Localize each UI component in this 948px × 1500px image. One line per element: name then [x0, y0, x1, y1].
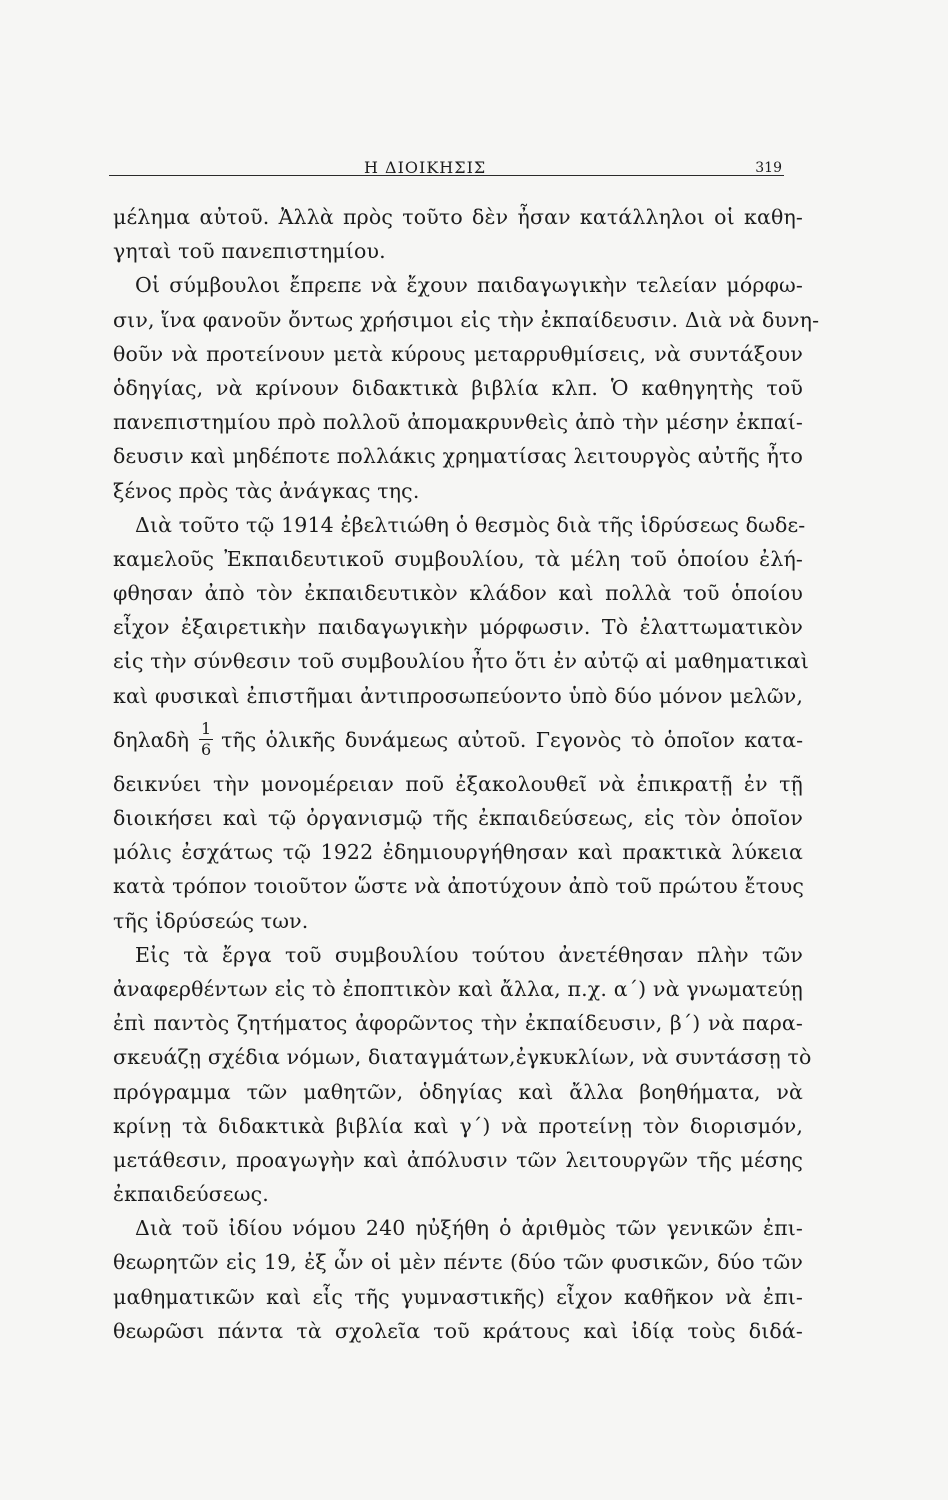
fraction-line-after: τῆς ὁλικῆς δυνάμεως αὐτοῦ. Γεγονὸς τὸ ὁποῖον κατα- — [221, 727, 803, 752]
text-line: θεωρῶσι πάντα τὰ σχολεῖα τοῦ κράτους καὶ ἰδίᾳ τοὺς διδά- — [113, 1318, 803, 1343]
text-line: ἐπὶ παντὸς ζητήματος ἀφορῶντος τὴν ἐκπαίδευσιν, β΄) νὰ παρα- — [113, 1011, 803, 1036]
text-line: ξένος πρὸς τὰς ἀνάγκας της. — [113, 478, 420, 503]
running-title: Η ΔΙΟΙΚΗΣΙΣ — [364, 158, 487, 177]
text-line: ὁδηγίας, νὰ κρίνουν διδακτικὰ βιβλία κλπ. Ὁ καθηγητὴς τοῦ — [113, 375, 803, 400]
text-line: πανεπιστημίου πρὸ πολλοῦ ἀπομακρυνθεὶς ἀπὸ τὴν μέσην ἐκπαί- — [113, 410, 803, 435]
text-line: θεωρητῶν εἰς 19, ἐξ ὧν οἱ μὲν πέντε (δύο τῶν φυσικῶν, δύο τῶν — [113, 1250, 803, 1275]
page-number: 319 — [755, 160, 782, 176]
fraction-denominator: 6 — [201, 740, 212, 760]
fraction-line — [113, 713, 803, 767]
text-line: καμελοῦς Ἐκπαιδευτικοῦ συμβουλίου, τὰ μέλη τοῦ ὁποίου ἐλή- — [113, 546, 803, 571]
text-line: Οἱ σύμβουλοι ἔπρεπε νὰ ἔχουν παιδαγωγικὴν τελείαν μόρφω- — [135, 273, 803, 298]
text-line: ἐκπαιδεύσεως. — [113, 1182, 269, 1207]
text-line: γηταὶ τοῦ πανεπιστημίου. — [113, 239, 386, 264]
text-line: θοῦν νὰ προτείνουν μετὰ κύρους μεταρρυθμίσεις, νὰ συντάξουν — [113, 341, 803, 366]
fraction — [199, 720, 213, 759]
text-line: τῆς ἱδρύσεώς των. — [113, 908, 309, 933]
text-line: κρίνῃ τὰ διδακτικὰ βιβλία καὶ γ΄) νὰ προτείνῃ τὸν διορισμόν, — [113, 1113, 803, 1138]
text-line: ἀναφερθέντων εἰς τὸ ἐποπτικὸν καὶ ἄλλα, π.χ. α΄) νὰ γνωματεύῃ — [113, 976, 803, 1001]
text-line: διοικήσει καὶ τῷ ὀργανισμῷ τῆς ἐκπαιδεύσεως, εἰς τὸν ὁποῖον — [113, 806, 803, 830]
text-line: εἶχον ἐξαιρετικὴν παιδαγωγικὴν μόρφωσιν. Τὸ ἐλαττωματικὸν — [113, 615, 803, 640]
text-line: δεικνύει τὴν μονομέρειαν ποῦ ἐξακολουθεῖ νὰ ἐπικρατῇ ἐν τῇ — [113, 771, 803, 796]
text-line: πρόγραμμα τῶν μαθητῶν, ὁδηγίας καὶ ἄλλα βοηθήματα, νὰ — [113, 1079, 803, 1104]
header-rule — [109, 175, 784, 176]
text-line: Εἰς τὰ ἔργα τοῦ συμβουλίου τούτου ἀνετέθησαν πλὴν τῶν — [135, 942, 803, 967]
page-header — [109, 152, 784, 176]
text-line: κατὰ τρόπον τοιοῦτον ὥστε νὰ ἀποτύχουν ἀπὸ τοῦ πρώτου ἔτους — [113, 874, 804, 899]
text-line: μόλις ἐσχάτως τῷ 1922 ἐδημιουργήθησαν καὶ πρακτικὰ λύκεια — [113, 840, 803, 865]
text-line: Διὰ τοῦτο τῷ 1914 ἐβελτιώθη ὁ θεσμὸς διὰ τῆς ἱδρύσεως δωδε- — [135, 512, 806, 537]
body-text — [113, 200, 820, 1348]
text-line: Διὰ τοῦ ἰδίου νόμου 240 ηὐξήθη ὁ ἀριθμὸς τῶν γενικῶν ἐπι- — [135, 1216, 803, 1241]
text-line: καὶ φυσικαὶ ἐπιστῆμαι ἀντιπροσωπεύοντο ὑπὸ δύο μόνον μελῶν, — [113, 683, 803, 708]
text-line: σιν, ἵνα φανοῦν ὄντως χρήσιμοι εἰς τὴν ἐκπαίδευσιν. Διὰ νὰ δυνη- — [113, 307, 820, 332]
fraction-line-before: δηλαδὴ — [113, 727, 190, 752]
text-line: εἰς τὴν σύνθεσιν τοῦ συμβουλίου ἦτο ὅτι ἐν αὐτῷ αἱ μαθηματικαὶ — [113, 649, 809, 674]
text-line: μετάθεσιν, προαγωγὴν καὶ ἀπόλυσιν τῶν λειτουργῶν τῆς μέσης — [113, 1147, 803, 1172]
fraction-numerator: 1 — [201, 719, 212, 739]
text-line: δευσιν καὶ μηδέποτε πολλάκις χρηματίσας λειτουργὸς αὐτῆς ἦτο — [113, 444, 803, 469]
text-line: σκευάζῃ σχέδια νόμων, διαταγμάτων,ἐγκυκλίων, νὰ συντάσσῃ τὸ — [113, 1045, 812, 1070]
text-line: μαθηματικῶν καὶ εἷς τῆς γυμναστικῆς) εἶχον καθῆκον νὰ ἐπι- — [113, 1284, 803, 1309]
text-line: φθησαν ἀπὸ τὸν ἐκπαιδευτικὸν κλάδον καὶ πολλὰ τοῦ ὁποίου — [113, 581, 803, 606]
text-line: μέλημα αὐτοῦ. Ἀλλὰ πρὸς τοῦτο δὲν ἦσαν κατάλληλοι οἱ καθη- — [113, 205, 803, 229]
